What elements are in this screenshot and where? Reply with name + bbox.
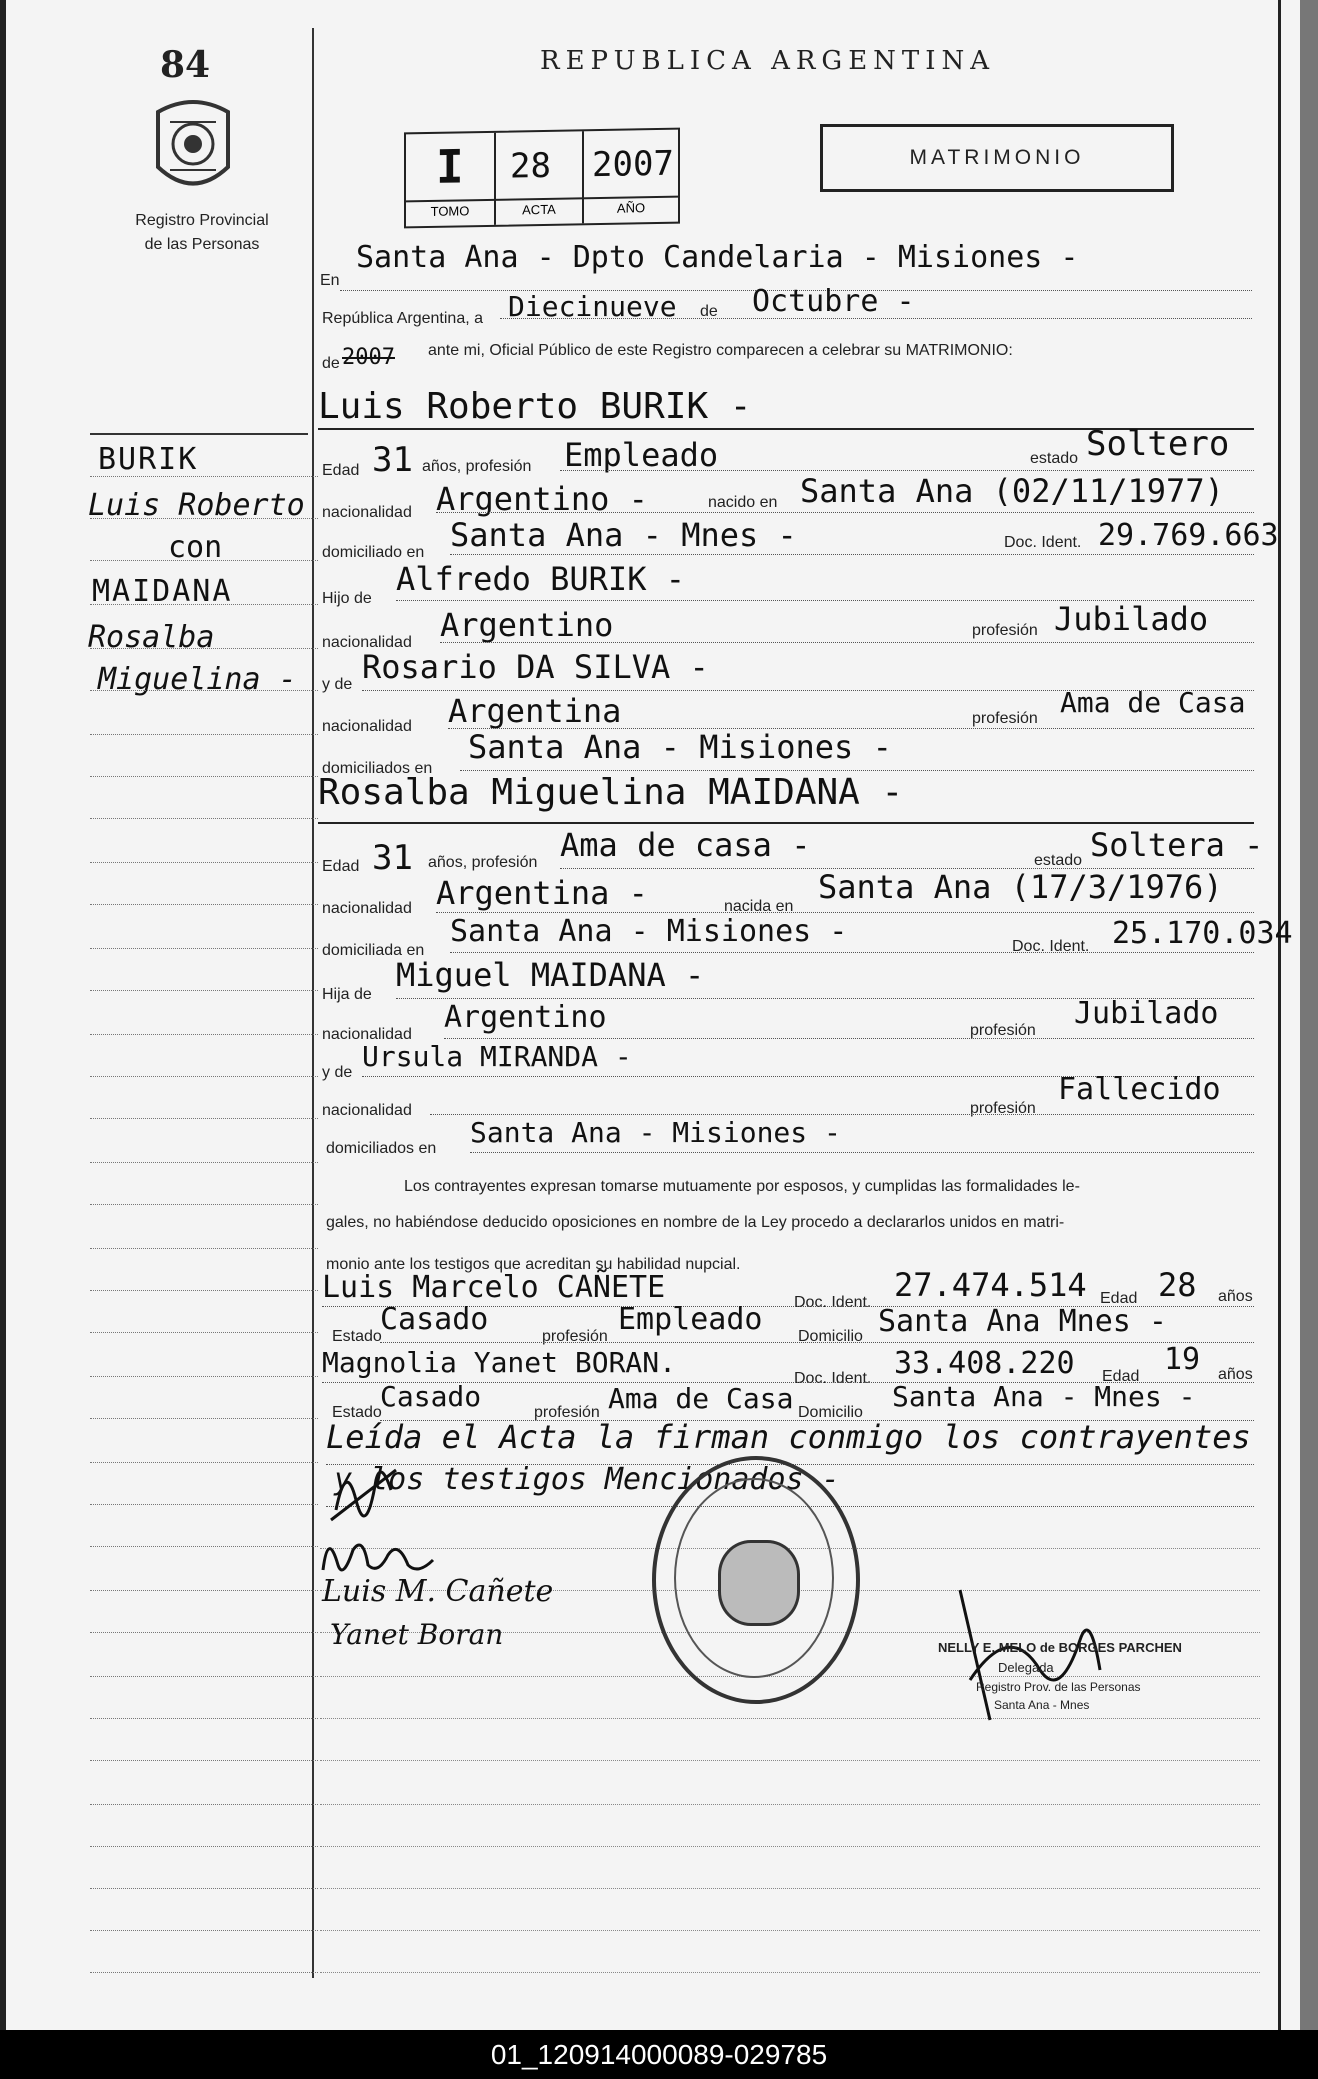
ano-label: AÑO [616,200,646,216]
bride-father-nac-label: nacionalidad [322,1026,412,1043]
bride-father-nac: Argentino [444,1000,607,1035]
groom-father-nac: Argentino [440,606,614,644]
bride-profession: Ama de casa - [560,826,811,864]
groom-nac-label: nacionalidad [322,504,412,521]
bride-age: 31 [372,838,413,878]
groom-father-label: Hijo de [322,590,372,607]
bride-name: Rosalba Miguelina MAIDANA - [318,772,904,813]
intro-month: Octubre - [752,284,915,319]
registry-label-2: de las Personas [144,236,260,253]
official-title: Delegada [998,1660,1054,1675]
bride-birth: Santa Ana (17/3/1976) [818,868,1223,906]
bride-nacida-label: nacida en [724,898,794,915]
groom-mother-prof: Ama de Casa [1060,686,1246,719]
witness2-name: Magnolia Yanet BORAN. [322,1346,677,1379]
witness2-prof-label: profesión [534,1404,600,1421]
witness2-anos-label: años [1218,1366,1253,1383]
de2-label: de [322,355,340,372]
intro-statement: ante mi, Oficial Público de este Registro comparecen a celebrar su MATRIMONIO: [428,342,1013,359]
groom-name: Luis Roberto BURIK - [318,386,752,427]
witness1-doc: 27.474.514 [894,1266,1087,1304]
en-label: En [320,272,340,289]
groom-doc-label: Doc. Ident. [1004,534,1082,551]
groom-doc: 29.769.663 [1098,518,1279,553]
bride-estado: Soltera - [1090,826,1264,864]
groom-profession: Empleado [564,436,719,474]
closing-line-2: y los testigos Mencionados - [334,1462,840,1497]
declaration-line-1: Los contrayentes expresan tomarse mutuamente por esposos, y cumplidas las formalidades le- [404,1178,1080,1195]
witness1-edad-label: Edad [1100,1290,1138,1307]
acta-label: ACTA [522,201,556,218]
intro-year: 2007 [342,345,395,370]
groom-estado: Soltero [1086,424,1230,464]
registry-label-1: Registro Provincial [135,212,269,229]
groom-anos-label: años, profesión [422,458,532,475]
witness1-estado-label: Estado [332,1328,382,1345]
bride-dom-label: domiciliada en [322,942,425,959]
tomo-label: TOMO [430,203,470,219]
groom-mother-prof-label: profesión [972,710,1038,727]
margin-top-rule [90,433,308,435]
doc-type-label: MATRIMONIO [909,146,1085,169]
margin-line-4: MAIDANA [92,574,233,609]
bride-nationality: Argentina - [436,874,648,912]
groom-mother-label: y de [322,676,353,693]
page-number: 84 [160,44,211,86]
witness1-anos-label: años [1218,1288,1253,1305]
bride-mother-label: y de [322,1064,353,1081]
record-box [404,128,680,229]
de-label: de [700,303,718,320]
bride-doc-label: Doc. Ident. [1012,938,1090,955]
margin-divider [312,28,314,1978]
groom-nacido-label: nacido en [708,494,778,511]
bride-father-prof: Jubilado [1074,996,1219,1031]
witness2-edad-label: Edad [1102,1368,1140,1385]
witness2-doc: 33.408.220 [894,1346,1075,1381]
witness2-doc-label: Doc. Ident. [794,1370,872,1387]
right-border [1278,0,1281,2030]
republica-label: República Argentina, a [322,310,483,327]
bride-doms-label: domiciliados en [326,1140,437,1157]
bride-anos-label: años, profesión [428,854,538,871]
groom-domicile: Santa Ana - Mnes - [450,516,797,554]
groom-edad-label: Edad [322,462,360,479]
bride-mother: Ursula MIRANDA - [362,1040,632,1073]
witness1-profession: Empleado [618,1302,763,1337]
declaration-line-2: gales, no habiéndose deducido oposiciones en nombre de la Ley procedo a declararlos unidos en matri- [326,1214,1065,1231]
witness1-domicile: Santa Ana Mnes - [878,1304,1167,1339]
signature-4: Yanet Boran [330,1618,504,1651]
bride-parents-dom: Santa Ana - Misiones - [470,1116,841,1149]
witness2-estado: Casado [380,1380,482,1413]
intro-day: Diecinueve [508,290,677,323]
groom-dom-label: domiciliado en [322,544,425,561]
groom-age: 31 [372,440,413,480]
page-edge-shadow [1300,0,1318,2030]
bride-mother-prof: Fallecido [1058,1072,1221,1107]
groom-father-nac-label: nacionalidad [322,634,412,651]
stamp-emblem [718,1540,800,1626]
groom-mother-nac-label: nacionalidad [322,718,412,735]
official-name: NELLY E. MELO de BORGES PARCHEN [938,1640,1182,1655]
groom-father-prof: Jubilado [1054,600,1209,638]
bride-doc: 25.170.034 [1112,916,1293,951]
groom-parents-dom: Santa Ana - Misiones - [468,728,892,766]
doc-type-box [820,124,1174,192]
witness1-name: Luis Marcelo CAÑETE [322,1270,666,1305]
bride-edad-label: Edad [322,858,360,875]
bride-father-prof-label: profesión [970,1022,1036,1039]
groom-birth: Santa Ana (02/11/1977) [800,472,1224,510]
witness1-dom-label: Domicilio [798,1328,863,1345]
bride-estado-label: estado [1034,852,1083,869]
official-office: Registro Prov. de las Personas [976,1680,1141,1694]
groom-mother-nac: Argentina [448,692,622,730]
left-page-edge [0,0,6,2030]
witness2-age: 19 [1164,1342,1201,1377]
witness1-prof-label: profesión [542,1328,608,1345]
tomo-value: I [436,139,464,194]
bride-mother-nac-label: nacionalidad [322,1102,412,1119]
margin-line-5: Rosalba [88,620,215,655]
official-place: Santa Ana - Mnes [994,1698,1090,1712]
witness1-estado: Casado [380,1302,489,1337]
witness2-estado-label: Estado [332,1404,382,1421]
official-round-stamp [652,1456,860,1704]
acta-value: 28 [510,145,551,187]
scan-id-footer: 01_120914000089-029785 [0,2030,1318,2079]
margin-line-1: BURIK [98,442,199,477]
groom-nationality: Argentino - [436,480,648,518]
witness1-doc-label: Doc. Ident. [794,1294,872,1311]
margin-line-2: Luis Roberto [88,488,305,523]
margin-line-3: con [168,530,223,565]
registry-seal [150,92,236,200]
groom-estado-label: estado [1030,450,1079,467]
groom-mother: Rosario DA SILVA - [362,648,709,686]
bride-name-rule [318,822,1254,824]
groom-father-prof-label: profesión [972,622,1038,639]
country-title: REPUBLICA ARGENTINA [540,46,996,76]
bride-domicile: Santa Ana - Misiones - [450,914,848,949]
bride-nac-label: nacionalidad [322,900,412,917]
witness2-dom-label: Domicilio [798,1404,863,1421]
declaration-line-3: monio ante los testigos que acreditan su habilidad nupcial. [326,1256,741,1273]
closing-line-1: Leída el Acta la firman conmigo los contrayentes [326,1418,1251,1456]
witness1-age: 28 [1158,1266,1197,1304]
ano-value: 2007 [592,143,674,186]
groom-father: Alfredo BURIK - [396,560,685,598]
intro-place: Santa Ana - Dpto Candelaria - Misiones - [356,240,1079,275]
bride-father-label: Hija de [322,986,372,1003]
witness2-profession: Ama de Casa [608,1382,794,1415]
signature-3: Luis M. Cañete [322,1574,554,1609]
witness2-domicile: Santa Ana - Mnes - [892,1380,1196,1413]
bride-father: Miguel MAIDANA - [396,956,705,994]
groom-doms-label: domiciliados en [322,760,433,777]
margin-line-6: Miguelina - [98,662,297,697]
bride-mother-prof-label: profesión [970,1100,1036,1117]
